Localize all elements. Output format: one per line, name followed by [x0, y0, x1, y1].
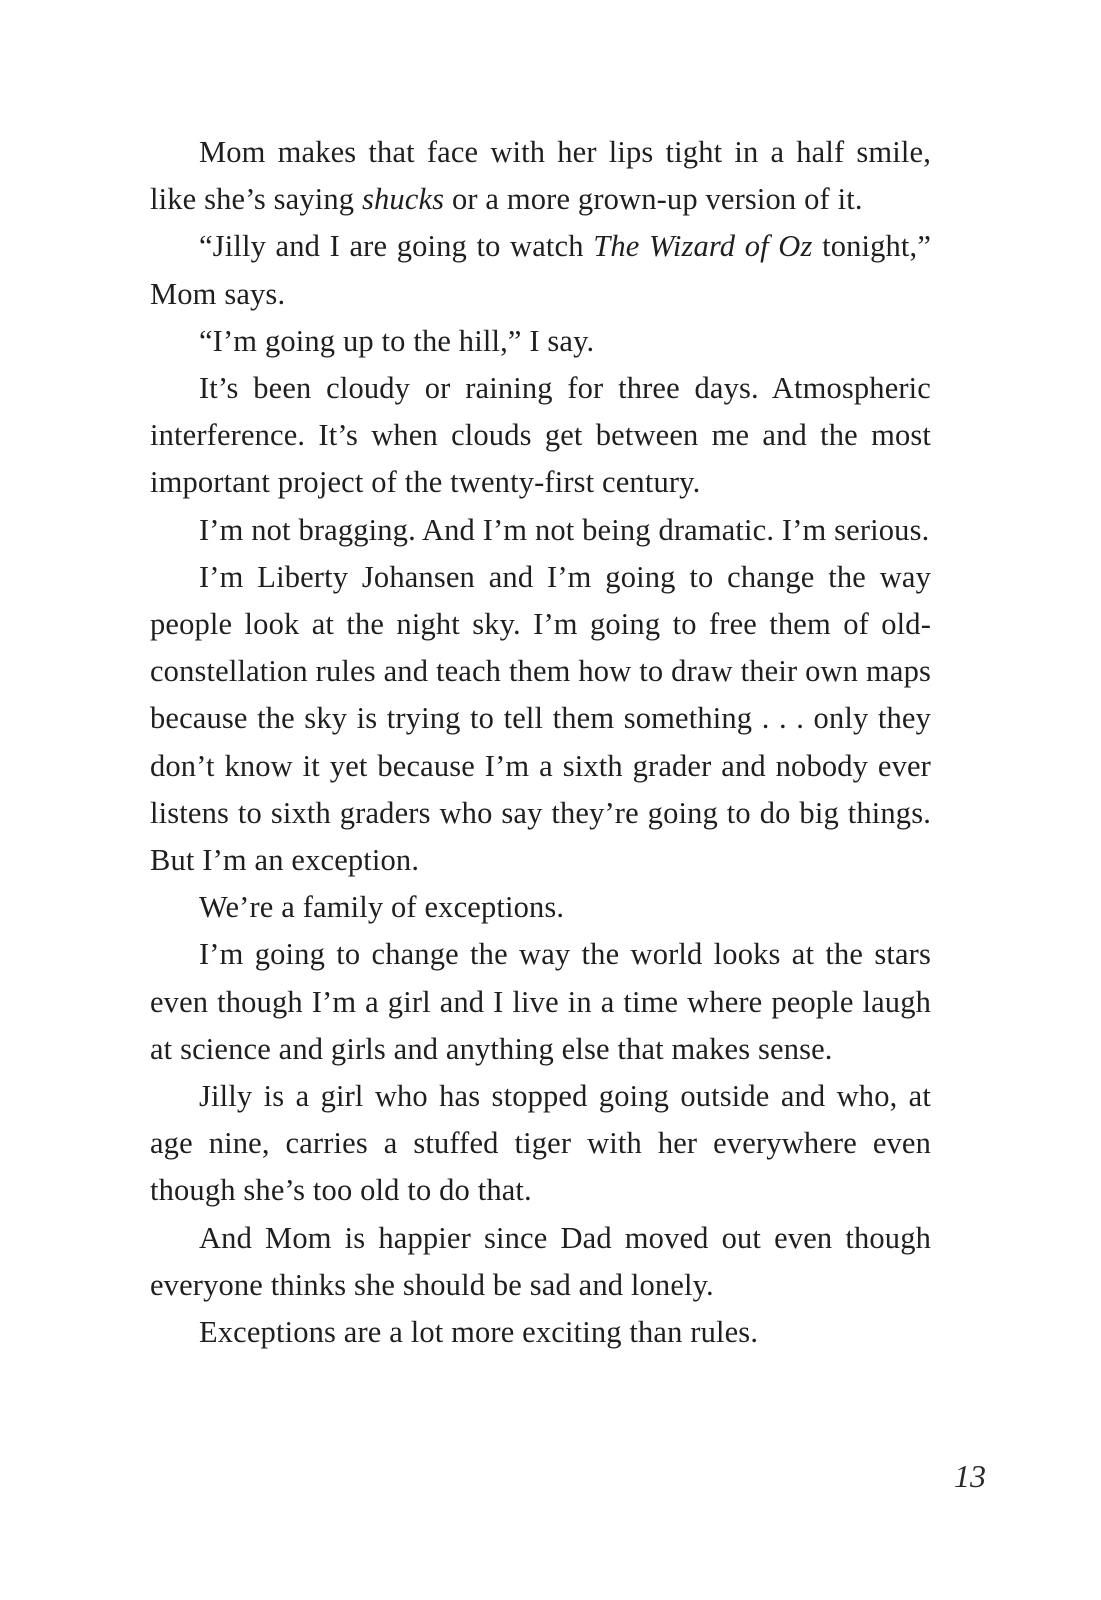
paragraph — [150, 554, 931, 884]
paragraph — [150, 365, 931, 507]
paragraph — [150, 223, 931, 317]
paragraph — [150, 129, 931, 223]
paragraph — [150, 1073, 931, 1215]
paragraph — [150, 884, 931, 931]
text-segment: Mom makes that face with her lips tight in a half smile, like she’s saying — [150, 135, 931, 217]
italic-text: The Wizard of Oz — [593, 229, 813, 264]
text-segment: I’m Liberty Johansen and I’m going to change the way people look at the night sky. I’m going to free them of old-constellation rules and teach them how to draw their own maps because the sky is trying to tell them something . . . only they don’t know it yet because I’m a sixth grader and nobody ever listens to sixth graders who say they’re going to do big things. But I’m an exception. — [150, 559, 931, 878]
paragraph — [150, 318, 931, 365]
page-number: 13 — [954, 1458, 986, 1494]
paragraph — [150, 507, 931, 554]
text-segment: tonight,” Mom says. — [150, 229, 932, 311]
paragraph — [150, 1309, 931, 1356]
paragraph — [150, 1215, 931, 1309]
text-segment: “I’m going up to the hill,” I say. — [199, 323, 595, 358]
italic-text: shucks — [361, 182, 445, 217]
text-segment: “Jilly and I are going to watch — [199, 229, 594, 264]
text-segment: Jilly is a girl who has stopped going outside and who, at age nine, carries a stuffed tiger with her everywhere even though she’s too old to do that. — [150, 1079, 931, 1208]
text-segment: I’m going to change the way the world looks at the stars even though I’m a girl and I live in a time where people laugh at science and girls and anything else that makes sense. — [150, 937, 931, 1066]
text-segment: And Mom is happier since Dad moved out even though everyone thinks she should be sad and lonely. — [150, 1220, 931, 1302]
body-text — [150, 129, 931, 1356]
text-segment: I’m not bragging. And I’m not being dramatic. I’m serious. — [199, 512, 930, 547]
text-segment: We’re a family of exceptions. — [199, 890, 565, 925]
paragraph — [150, 931, 931, 1073]
text-segment: Exceptions are a lot more exciting than rules. — [199, 1315, 759, 1350]
text-segment: It’s been cloudy or raining for three days. Atmospheric interference. It’s when clouds get between me and the most important project of the twenty-first century. — [150, 371, 931, 500]
text-segment: or a more grown-up version of it. — [444, 182, 863, 217]
